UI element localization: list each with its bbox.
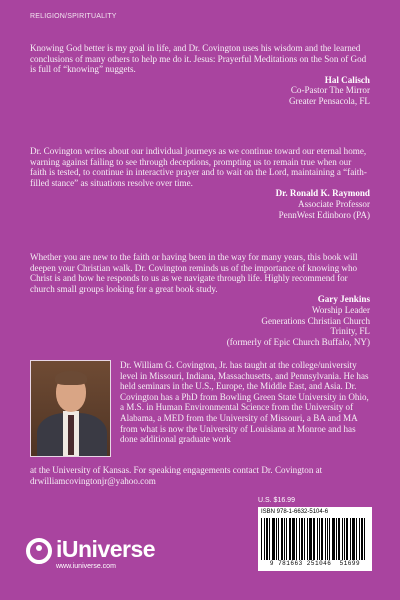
barcode-bar	[338, 518, 340, 560]
review-1	[30, 43, 370, 107]
barcode-bar	[336, 518, 337, 560]
author-photo	[30, 360, 111, 457]
review-2	[30, 146, 370, 220]
reviewer-name: Dr. Ronald K. Raymond	[275, 188, 370, 199]
barcode-bar	[309, 518, 312, 560]
barcode-bars	[261, 518, 369, 560]
barcode-bar	[361, 518, 363, 560]
barcode-bar	[289, 518, 291, 560]
barcode-bar	[307, 518, 308, 560]
author-bio: Dr. William G. Covington, Jr. has taught at the college/university level in Missouri, Indiana, Massachusetts, and Pennsylvania. He has held seminars in the U.S., Europe, the Middle East, and Asia. Dr. Covington has a PhD from Bowling Green State University in Ohio, a M.S. in Human Environmental Science from the University of Alabama, a MED from the University of Missouri, a BA and MA from what is now the University of Louisiana at Monroe and has done additional graduate work	[120, 360, 369, 445]
barcode-bar	[292, 518, 295, 560]
barcode-bar	[269, 518, 270, 560]
reviewer-location: PennWest Edinboro (PA)	[278, 209, 370, 220]
reviewer-title: Associate Professor	[298, 198, 370, 209]
barcode-addon-number: 51699	[339, 560, 361, 567]
barcode-main-number: 9 781663 251046	[269, 560, 332, 567]
barcode-bar	[313, 518, 315, 560]
barcode-bar	[281, 518, 283, 560]
publisher-logo	[26, 538, 196, 578]
barcode-bar	[356, 518, 357, 560]
publisher-brand: iUniverse	[56, 536, 156, 562]
barcode-bar	[317, 518, 318, 560]
isbn-label: ISBN 978-1-6632-5104-6	[261, 509, 329, 515]
barcode-bar	[364, 518, 365, 560]
barcode-bar	[299, 518, 300, 560]
reviewer-name: Hal Calisch	[324, 74, 370, 85]
review-quote: Whether you are new to the faith or having been in the way for many years, this book will deepen your Christian walk. Dr. Covington reminds us of the importance of knowing who Christ is and how he responds to us as we navigate through life. Highly recommend for church small groups looking for a great book study.	[30, 252, 358, 294]
review-quote: Dr. Covington writes about our individual journeys as we continue toward our eternal home, warning against failing to see through deceptions, prompting us to remain true when our faith is tested, to continue in interactive prayer and to wait on the Lord, maintaining a “faith-filled stance” as situations resolve over time.	[30, 146, 367, 188]
review-attribution	[30, 294, 370, 347]
review-3	[30, 252, 370, 347]
barcode-bar	[327, 518, 328, 560]
barcode-bar	[352, 518, 355, 560]
reviewer-former-church: (formerly of Epic Church Buffalo, NY)	[226, 336, 370, 347]
reviewer-title: Co-Pastor The Mirror	[290, 85, 370, 96]
barcode-bar	[286, 518, 287, 560]
barcode-bar	[319, 518, 320, 560]
category-label: RELIGION/SPIRITUALITY	[30, 13, 117, 20]
iuniverse-logo-icon	[26, 538, 52, 564]
barcode-bar	[359, 518, 360, 560]
barcode-bar	[261, 518, 262, 560]
barcode-bar	[344, 518, 345, 560]
barcode-bar	[301, 518, 303, 560]
review-attribution	[30, 188, 370, 220]
barcode-bar	[276, 518, 277, 560]
barcode-bar	[342, 518, 343, 560]
reviewer-location: Trinity, FL	[330, 326, 370, 337]
barcode-bar	[329, 518, 330, 560]
isbn-barcode	[258, 507, 372, 571]
photo-tie	[68, 415, 74, 455]
barcode-bar	[296, 518, 297, 560]
barcode-bar	[350, 518, 351, 560]
reviewer-name: Gary Jenkins	[317, 294, 370, 305]
barcode-number	[261, 560, 369, 567]
barcode-bar	[272, 518, 275, 560]
publisher-url: www.iuniverse.com	[56, 563, 116, 570]
isbn-header	[261, 509, 369, 516]
reviewer-title: Worship Leader	[311, 304, 370, 315]
barcode-bar	[278, 518, 279, 560]
photo-hair	[55, 371, 87, 385]
reviewer-organization: Generations Christian Church	[261, 315, 370, 326]
barcode-bar	[346, 518, 348, 560]
barcode-bar	[332, 518, 335, 560]
barcode-bar	[321, 518, 323, 560]
price-label: U.S. $16.99	[258, 497, 295, 504]
barcode-bar	[325, 518, 326, 560]
author-bio-contact: at the University of Kansas. For speaking engagements contact Dr. Covington at drwilliamcovingtonjr@yahoo.com	[30, 465, 323, 486]
barcode-bar	[284, 518, 285, 560]
barcode-bar	[304, 518, 305, 560]
barcode-bar	[266, 518, 268, 560]
review-attribution	[30, 75, 370, 107]
barcode-bar	[264, 518, 265, 560]
review-quote: Knowing God better is my goal in life, and Dr. Covington uses his wisdom and the learned conclusions of many others to help me do it. Jesus: Prayerful Meditations on the Son of God is full of “knowing” nuggets.	[30, 43, 367, 75]
reviewer-location: Greater Pensacola, FL	[288, 95, 370, 106]
